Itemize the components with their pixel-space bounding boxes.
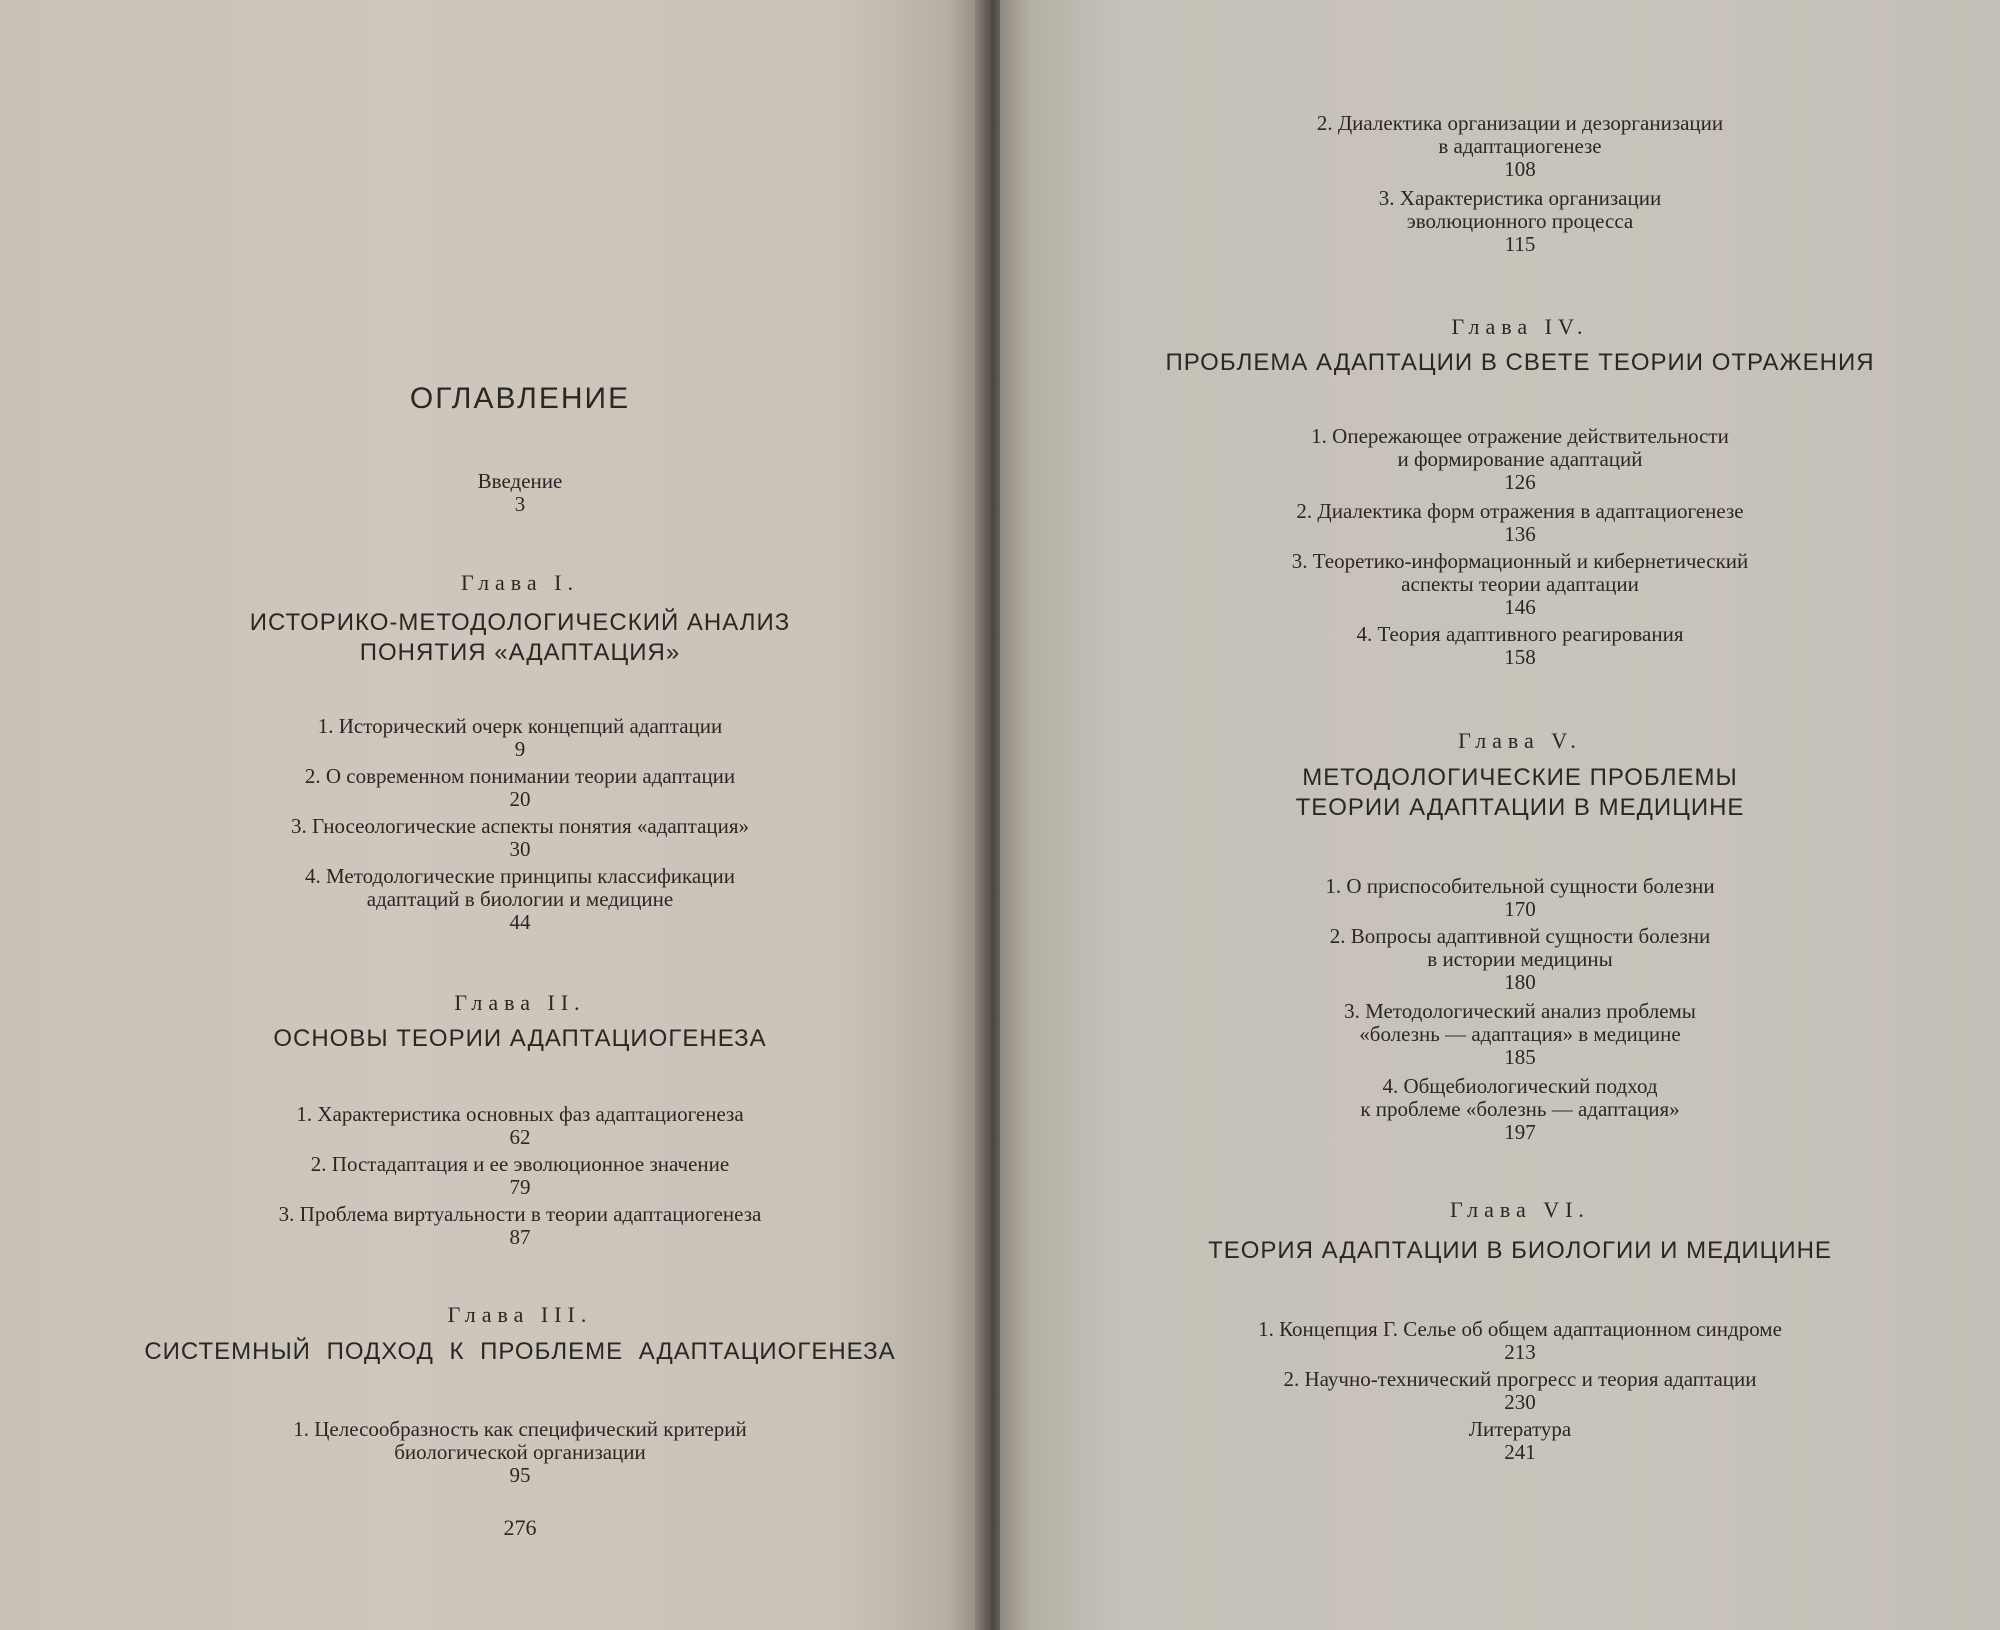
entry-title: 3. Теоретико-информационный и кибернетический аспекты теории адаптации: [1291, 549, 1749, 596]
chapter-label: Глава II.: [454, 990, 586, 1015]
entry-title: Литература: [1468, 1417, 1572, 1441]
page-number-folio: 276: [503, 1515, 537, 1540]
entry-page-number: 185: [1504, 1045, 1536, 1069]
toc-entry: [1070, 1000, 1970, 1069]
entry-page-number: 230: [1504, 1390, 1536, 1414]
toc-entry: [1070, 875, 1970, 921]
entry-page-number: 87: [509, 1225, 531, 1249]
toc-entry: [1070, 187, 1970, 256]
entry-title: 3. Гносеологические аспекты понятия «адаптация»: [290, 814, 750, 838]
entry-title: 2. Диалектика форм отражения в адаптациогенезе: [1296, 499, 1744, 523]
entry-title: 2. Научно-технический прогресс и теория адаптации: [1283, 1367, 1757, 1391]
entry-page-number: 115: [1504, 232, 1536, 256]
chapter-title: ТЕОРИЯ АДАПТАЦИИ В БИОЛОГИИ И МЕДИЦИНЕ: [1208, 1237, 1832, 1264]
chapter-label: Глава III.: [447, 1302, 593, 1327]
chapter-title: ОСНОВЫ ТЕОРИИ АДАПТАЦИОГЕНЕЗА: [273, 1025, 767, 1052]
entry-page-number: 30: [509, 837, 531, 861]
entry-title: 1. Характеристика основных фаз адаптациогенеза: [296, 1102, 744, 1126]
toc-entry: [1070, 1368, 1970, 1414]
entry-page-number: 79: [509, 1175, 531, 1199]
toc-entry: [1070, 112, 1970, 181]
entry-title: 2. Диалектика организации и дезорганизации в адаптациогенезе: [1316, 111, 1724, 158]
toc-entry: [1070, 425, 1970, 494]
entry-page-number: 44: [509, 910, 531, 934]
toc-entry: [1070, 500, 1970, 546]
chapter-label: Глава I.: [461, 570, 579, 595]
toc-entry: [1070, 623, 1970, 669]
toc-entry: [90, 1418, 950, 1487]
toc-entry: [1070, 550, 1970, 619]
entry-page-number: 95: [509, 1463, 531, 1487]
entry-title: 2. О современном понимании теории адаптации: [304, 764, 736, 788]
entry-page-number: 9: [514, 737, 526, 761]
entry-title: Введение: [477, 469, 563, 493]
entry-title: 3. Методологический анализ проблемы «болезнь — адаптация» в медицине: [1344, 999, 1696, 1046]
entry-title: 2. Вопросы адаптивной сущности болезни в истории медицины: [1329, 924, 1711, 971]
entry-page-number: 197: [1504, 1120, 1536, 1144]
chapter-label: Глава VI.: [1450, 1197, 1590, 1222]
toc-entry: [90, 715, 950, 761]
entry-page-number: 158: [1504, 645, 1536, 669]
toc-entry: [90, 1103, 950, 1149]
entry-page-number: 126: [1504, 470, 1536, 494]
entry-title: 4. Теория адаптивного реагирования: [1356, 622, 1684, 646]
toc-title: ОГЛАВЛЕНИЕ: [409, 382, 631, 415]
toc-entry: [90, 1203, 950, 1249]
toc-entry: [1070, 1075, 1970, 1144]
left-page: [0, 0, 985, 1630]
entry-page-number: 62: [509, 1125, 531, 1149]
entry-title: 4. Методологические принципы классификации адаптаций в биологии и медицине: [305, 864, 735, 911]
entry-page-number: 146: [1504, 595, 1536, 619]
chapter-title: МЕТОДОЛОГИЧЕСКИЕ ПРОБЛЕМЫ ТЕОРИИ АДАПТАЦИИ В МЕДИЦИНЕ: [1295, 764, 1745, 821]
entry-title: 1. Концепция Г. Селье об общем адаптационном синдроме: [1258, 1317, 1782, 1341]
entry-title: 1. Опережающее отражение действительности и формирование адаптаций: [1311, 424, 1729, 471]
entry-title: 1. Исторический очерк концепций адаптации: [317, 714, 723, 738]
entry-title: 1. Целесообразность как специфический критерий биологической организации: [293, 1417, 747, 1464]
entry-page-number: 170: [1504, 897, 1536, 921]
entry-page-number: 3: [514, 492, 526, 516]
entry-page-number: 180: [1504, 970, 1536, 994]
toc-entry: [1070, 925, 1970, 994]
entry-page-number: 108: [1504, 157, 1536, 181]
right-page: [1000, 0, 2000, 1630]
toc-entry: [90, 815, 950, 861]
toc-entry-introduction: [90, 470, 950, 516]
toc-entry-literature: [1070, 1418, 1970, 1464]
chapter-title: СИСТЕМНЫЙ ПОДХОД К ПРОБЛЕМЕ АДАПТАЦИОГЕНЕЗА: [144, 1338, 896, 1365]
entry-page-number: 213: [1504, 1340, 1536, 1364]
toc-entry: [90, 865, 950, 934]
entry-page-number: 241: [1504, 1440, 1536, 1464]
toc-entry: [1070, 1318, 1970, 1364]
chapter-label: Глава IV.: [1451, 314, 1589, 339]
entry-title: 3. Проблема виртуальности в теории адаптациогенеза: [278, 1202, 762, 1226]
entry-title: 2. Постадаптация и ее эволюционное значение: [310, 1152, 730, 1176]
entry-title: 4. Общебиологический подход к проблеме «болезнь — адаптация»: [1360, 1074, 1680, 1121]
chapter-title: ПРОБЛЕМА АДАПТАЦИИ В СВЕТЕ ТЕОРИИ ОТРАЖЕНИЯ: [1165, 349, 1875, 376]
chapter-title: ИСТОРИКО-МЕТОДОЛОГИЧЕСКИЙ АНАЛИЗ ПОНЯТИЯ «АДАПТАЦИЯ»: [249, 609, 791, 666]
toc-entry: [90, 1153, 950, 1199]
entry-page-number: 136: [1504, 522, 1536, 546]
toc-entry: [90, 765, 950, 811]
chapter-label: Глава V.: [1458, 728, 1582, 753]
entry-page-number: 20: [509, 787, 531, 811]
entry-title: 1. О приспособительной сущности болезни: [1325, 874, 1715, 898]
entry-title: 3. Характеристика организации эволюционного процесса: [1378, 186, 1662, 233]
